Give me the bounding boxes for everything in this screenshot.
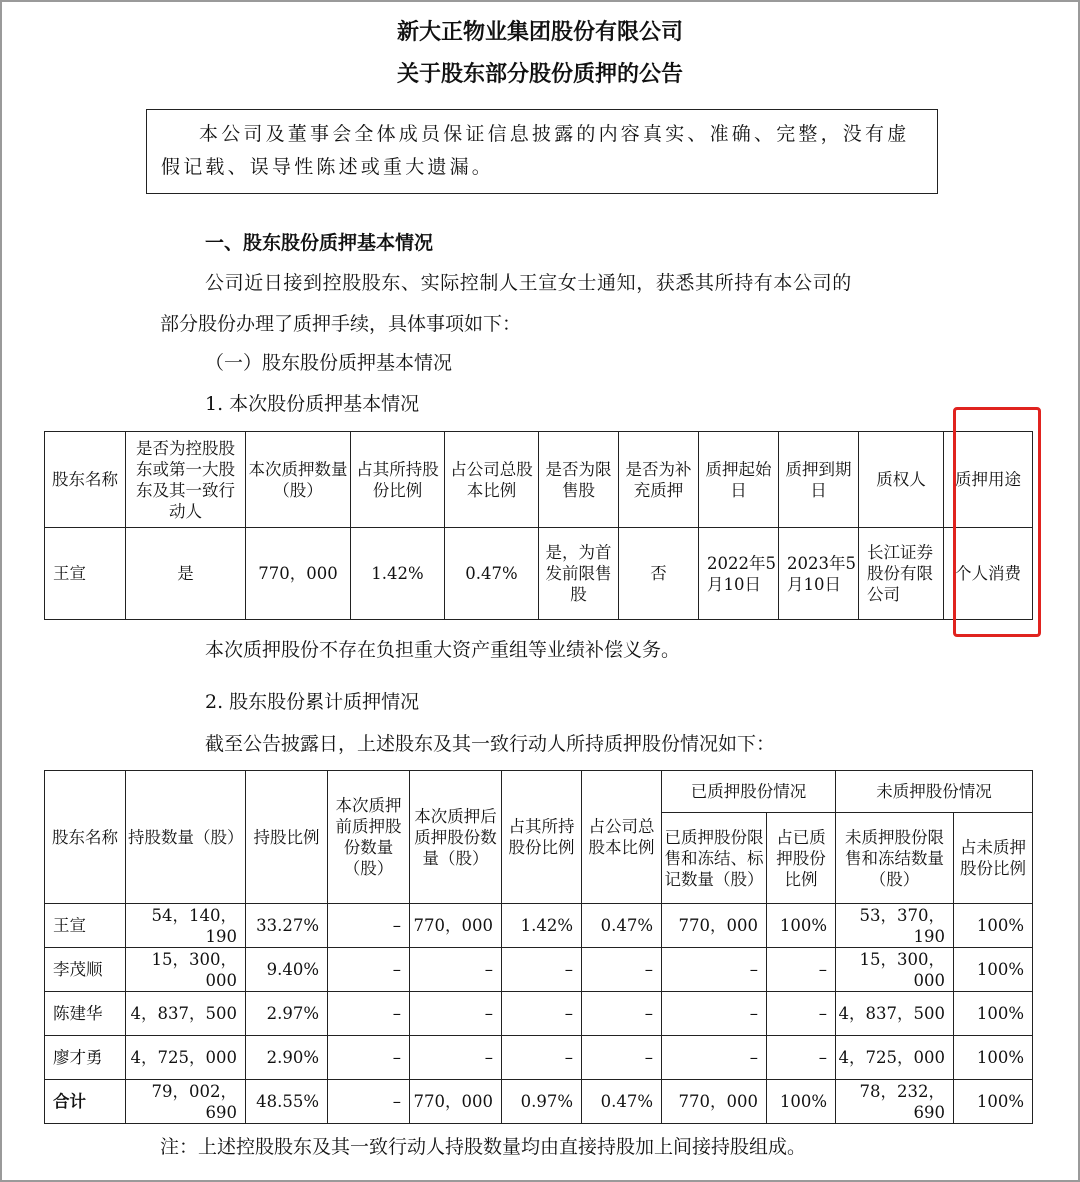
item-2-intro: 截至公告披露日，上述股东及其一致行动人所持质押股份情况如下： [205, 733, 776, 755]
table-cell: 100% [954, 904, 1033, 948]
table-cell: 合计 [45, 1080, 126, 1124]
header-cell: 持股数量（股） [126, 771, 246, 904]
table-cell: – [502, 1036, 582, 1080]
header-cell: 占其所持股份比例 [502, 771, 582, 904]
table-row [45, 904, 1033, 948]
table-cell: – [662, 1036, 767, 1080]
table-body [45, 904, 1033, 1124]
header-cell: 质押到期日 [779, 432, 859, 528]
table-cell: 王宣 [45, 528, 126, 620]
header-cell: 股东名称 [45, 432, 126, 528]
header-cell: 质押起始日 [699, 432, 779, 528]
item-1-heading: 1. 本次股份质押基本情况 [205, 393, 420, 415]
header-cell: 占公司总股本比例 [445, 432, 539, 528]
table-cell: 2023年5月10日 [779, 528, 859, 620]
table-cell: 100% [767, 904, 836, 948]
header-cell: 质押用途 [944, 432, 1033, 528]
header-cell: 未质押股份限售和冻结数量（股） [836, 813, 954, 904]
table-header-row [45, 432, 1033, 528]
table-cell: 78，232，690 [836, 1080, 954, 1124]
table-cell: – [328, 992, 410, 1036]
note-no-compensation: 本次质押股份不存在负担重大资产重组等业绩补偿义务。 [205, 639, 681, 661]
table-cell: 2022年5月10日 [699, 528, 779, 620]
table-cell: 48.55% [246, 1080, 328, 1124]
table-cell: – [328, 904, 410, 948]
table-cell: 100% [954, 1036, 1033, 1080]
table-total-row [45, 1080, 1033, 1124]
table-cell: 770，000 [662, 904, 767, 948]
table-row [45, 948, 1033, 992]
table-cell: – [662, 992, 767, 1036]
announcement-title: 关于股东部分股份质押的公告 [396, 61, 683, 87]
table-cell: – [582, 948, 662, 992]
table-cell: – [410, 992, 502, 1036]
table-cell: 0.97% [502, 1080, 582, 1124]
table-cell: – [582, 992, 662, 1036]
table-cell: 1.42% [502, 904, 582, 948]
table-cell: 长江证券股份有限公司 [859, 528, 944, 620]
table-row [45, 528, 1033, 620]
intro-line-2: 部分股份办理了质押手续，具体事项如下： [160, 313, 522, 335]
table-cell: 0.47% [582, 904, 662, 948]
table-cell: 是 [126, 528, 246, 620]
header-cell: 占已质押股份比例 [767, 813, 836, 904]
header-cell: 本次质押前质押股份数量（股） [328, 771, 410, 904]
table-cell: 0.47% [582, 1080, 662, 1124]
table-cell: 100% [954, 992, 1033, 1036]
table-cell: 0.47% [445, 528, 539, 620]
header-group-cell: 已质押股份情况 [662, 771, 836, 813]
subsection-heading: （一）股东股份质押基本情况 [205, 352, 453, 374]
table-cell: 100% [767, 1080, 836, 1124]
table-cell: 个人消费 [944, 528, 1033, 620]
header-cell: 已质押股份限售和冻结、标记数量（股） [662, 813, 767, 904]
table-cell: – [582, 1036, 662, 1080]
table-cell: – [502, 992, 582, 1036]
table-row [45, 1036, 1033, 1080]
table-cell: 9.40% [246, 948, 328, 992]
section-heading: 一、股东股份质押基本情况 [205, 232, 434, 254]
header-cell: 是否为限售股 [539, 432, 619, 528]
table-cell: 是，为首发前限售股 [539, 528, 619, 620]
header-cell: 占其所持股份比例 [351, 432, 445, 528]
header-cell: 占公司总股本比例 [582, 771, 662, 904]
table-cell: 770，000 [662, 1080, 767, 1124]
table-cell: 15，300，000 [126, 948, 246, 992]
header-cell: 股东名称 [45, 771, 126, 904]
header-cell: 本次质押后质押股份数量（股） [410, 771, 502, 904]
table-cell: 王宣 [45, 904, 126, 948]
footnote: 注：上述控股股东及其一致行动人持股数量均由直接持股加上间接持股组成。 [160, 1136, 807, 1158]
table-cell: 15，300，000 [836, 948, 954, 992]
table-cell: – [767, 948, 836, 992]
header-cell: 质权人 [859, 432, 944, 528]
table-cell: 4，837，500 [836, 992, 954, 1036]
table-cell: – [502, 948, 582, 992]
header-cell: 本次质押数量（股） [246, 432, 351, 528]
highlight-box [953, 407, 1041, 637]
header-cell: 占未质押股份比例 [954, 813, 1033, 904]
intro-line-1: 公司近日接到控股股东、实际控制人王宣女士通知，获悉其所持有本公司的 [205, 272, 852, 294]
table-cell: – [328, 1080, 410, 1124]
header-cell: 持股比例 [246, 771, 328, 904]
table-cell: 廖才勇 [45, 1036, 126, 1080]
table-cell: 李茂顺 [45, 948, 126, 992]
table-cell: – [662, 948, 767, 992]
table-cell: 33.27% [246, 904, 328, 948]
table-cell: 770，000 [410, 904, 502, 948]
table-cell: 79，002，690 [126, 1080, 246, 1124]
header-group-cell: 未质押股份情况 [836, 771, 1033, 813]
table-cell: 54，140，190 [126, 904, 246, 948]
table-cell: – [767, 992, 836, 1036]
table-cell: – [328, 1036, 410, 1080]
table-cell: – [767, 1036, 836, 1080]
cumulative-pledge-table [44, 770, 1033, 1124]
table-cell: 770，000 [410, 1080, 502, 1124]
table-cell: 2.97% [246, 992, 328, 1036]
table-header-row [45, 771, 1033, 813]
table-cell: – [410, 948, 502, 992]
table-cell: 100% [954, 948, 1033, 992]
table-cell: 53，370，190 [836, 904, 954, 948]
disclosure-notice-box: 本公司及董事会全体成员保证信息披露的内容真实、准确、完整，没有虚假记载、误导性陈述或重大遗漏。 [146, 109, 938, 194]
table-cell: 4，837，500 [126, 992, 246, 1036]
table-cell: 否 [619, 528, 699, 620]
table-cell: 100% [954, 1080, 1033, 1124]
item-2-heading: 2. 股东股份累计质押情况 [205, 691, 420, 713]
table-cell: 4，725，000 [836, 1036, 954, 1080]
pledge-basic-table [44, 431, 1033, 620]
table-cell: – [410, 1036, 502, 1080]
table-cell: 770，000 [246, 528, 351, 620]
table-cell: 4，725，000 [126, 1036, 246, 1080]
header-cell: 是否为补充质押 [619, 432, 699, 528]
table-cell: 1.42% [351, 528, 445, 620]
company-name: 新大正物业集团股份有限公司 [396, 19, 683, 45]
table-cell: 2.90% [246, 1036, 328, 1080]
table-cell: 陈建华 [45, 992, 126, 1036]
table-row [45, 992, 1033, 1036]
header-cell: 是否为控股股东或第一大股东及其一致行动人 [126, 432, 246, 528]
table-cell: – [328, 948, 410, 992]
